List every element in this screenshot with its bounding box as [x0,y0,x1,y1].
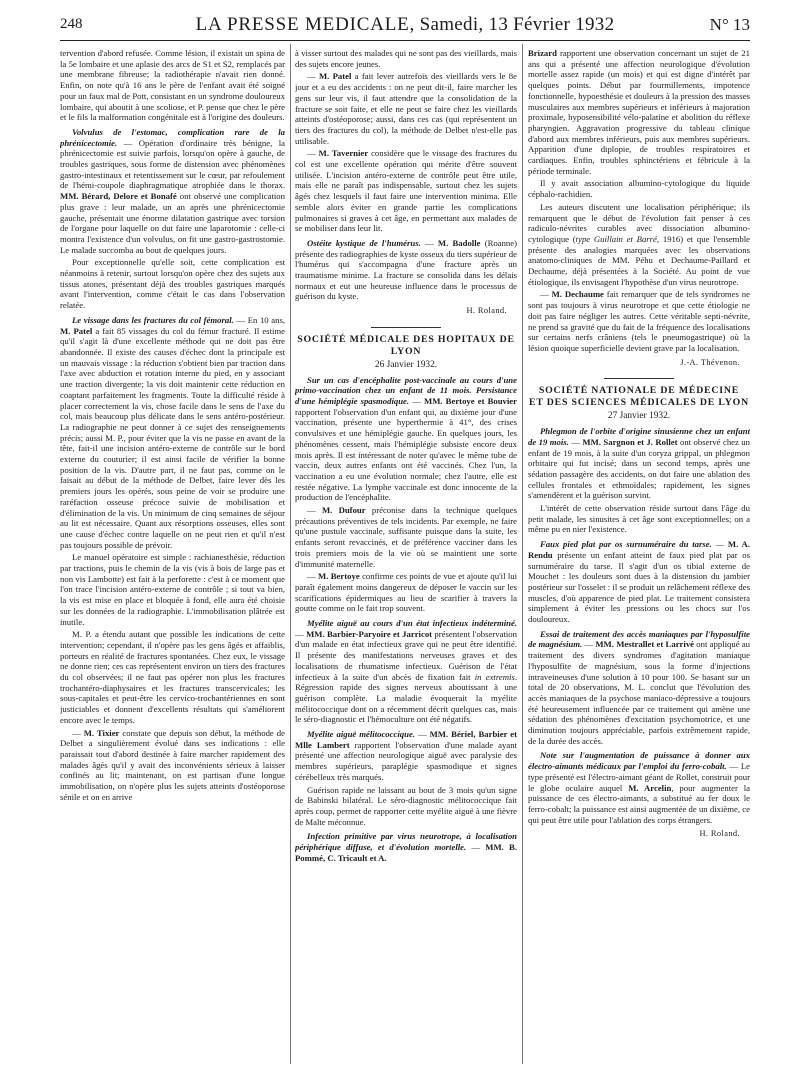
header-rule [60,40,750,41]
author-name: M. Arcelin [628,782,672,793]
society-heading: SOCIÉTÉ MÉDICALE DES HOPITAUX DE LYON [297,333,515,357]
author-name: M. Patel [60,325,93,336]
article-paragraph [528,750,750,825]
article-title: Infection primitive par virus neurotrope, à localisation périphérique diffuse, et d'évolution mortelle. [295,831,517,853]
society-heading-line: ET DES SCIENCES MÉDICALES DE LYON [529,397,749,409]
text-run: — En 10 ans, [233,314,285,325]
signature: H. Roland. [699,829,740,839]
discussion-paragraph [295,571,517,614]
author-name: M. Dechaume [551,289,604,300]
discussion-paragraph [295,148,517,234]
section-rule [371,327,441,328]
author-names: MM. Bériel, Barbier et Mlle Lambert [295,729,517,750]
author-names: MM. Bérard, Delore et Bonafé [60,191,177,202]
signature: J.-A. Thévenon. [680,357,740,367]
section-rule [604,378,674,379]
article-paragraph [60,127,285,255]
issue-date: , Samedi, 13 Février 1932 [409,14,615,35]
article-paragraph [528,629,750,747]
text-run: , pour augmenter la puissance de ces électro-aimants, a substitué au fer doux le ferro-cobalt; la puissance est ainsi augmentée de un dixième, ce qui peut être utile pour l'ablation des corps étrangers. [528,782,750,825]
paragraph [528,48,750,176]
article-paragraph [295,238,517,302]
paragraph: Pour exceptionnelle qu'elle soit, cette complication est néanmoins à retenir, surtout lorsqu'on opère chez des sujets aux tissus atones, présentant déjà des troubles gastriques marqués avant l'intervention, comme c'était le cas dans l'observation relatée. [60,257,285,311]
session-date: 27 Janvier 1932. [607,411,671,422]
article-title: Myélite aiguë mélitococcique. [307,729,415,740]
article-title: Faux pied plat par os surnuméraire du tarse. [540,539,712,550]
paragraph: tervention d'abord refusée. Comme lésion, il existait un spina de la 5e lombaire et une aplasie des arcs de S1 et S2, remplacés par une membrane fibreuse; la radiothérapie n'avait rien donné. Enfin, on note qu'à 16 ans le père de l'enfant avait été soigné pour un faux mal de Pott, consistant en un syndrome douloureux lombaire, qui aboutit à une scoliose, et P. pense que chez le père et le fils la malformation congénitale est à l'origine des douleurs. [60,48,285,123]
journal-name: LA PRESSE MEDICALE [195,14,410,35]
article-title: Sur un cas d'encéphalite post-vaccinale au cours d'une primo-vaccination chez un enfant de 11 mois. Persistance d'une hémiplégie spasmodique. [295,374,517,406]
text-run: confirme ces points de vue et ajoute qu'il lui paraît également moins dangereux de déposer le vaccin sur les scarifications épidermiques au lieu de scarifier à travers la goutte comme on le fait trop souvent. [295,571,517,614]
column-divider [522,44,523,1064]
text-run: — Le type présenté est l'électro-aimant géant de Rollet, construit pour le globe oculaire auquel [528,761,750,793]
discussion-paragraph [528,289,750,353]
article-paragraph [60,315,285,550]
paragraph: à visser surtout des malades qui ne sont pas des vieillards, mais des sujets encore jeunes. [295,48,517,69]
article-paragraph [295,618,517,725]
latin-term: in extremis [474,671,515,682]
author-names: MM. B. Pommé, C. Tricault et A. [295,842,517,863]
text-run: rapportent l'observation d'une malade ayant présenté une affection neurologique aiguë avec paralysie des membres supérieurs, paraplégie spasmodique et signes cérébelleux très marqués. [295,739,517,782]
text-run: rapportent une observation concernant un sujet de 21 ans qui a présenté une affection neurologique d'évolution mortelle assez rapide (un mois) et qui est digne d'intérêt par quelques points. Début par fourmillements, impotence fonctionnelle, hypoesthésie et douleurs à la pression des masses musculaires aux membres supérieurs et inférieurs à majoration proximale, hyposensibilité vélo-palatine et abolition du réflexe pharyngien. Aggravation progressive du tableau clinique d'abord aux membres inférieurs, puis aux membres supérieurs. Apparition d'une diplopie, de troubles respiratoires et cardiaques. Enfin, troubles sphinctériens et fébricule à la période terminale. [528,48,750,176]
text-run: présente un enfant atteint de faux pied plat par os surnuméraire du tarse. Il s'agit d'un os tibial externe de Mouchet : les douleurs sont dues à la distension du jambier postérieur sur l'osselet : il se produit un relâchement réflexe des muscles, d'où apparence de pied plat. Le traitement consistera simplement à éviter les pressions ou les chocs sur l'os douloureux. [528,549,750,625]
society-heading [528,385,750,409]
signature: H. Roland. [466,306,507,316]
running-title [60,14,750,36]
page-header [60,14,750,40]
article-paragraph [528,539,750,625]
text-run: — [540,289,552,300]
text-run: — [568,436,583,447]
session-date: 26 Janvier 1932. [374,359,438,370]
text-run: préconise dans la technique quelques précautions préventives de tels incidents. Par exemple, ne faire qu'une pustule vaccinale, suffisante puisque dans la suite, les enfants seront revaccinés, et de préférence vacciner dans les trois premiers mois de la vie où se maintient une sorte d'immunité maternelle. [295,505,517,569]
article-title: Essai de traitement des accès maniaques par l'hyposulfite de magnésium. [528,628,750,650]
author-name: M. Dufour [321,505,366,516]
text-run: — [409,395,424,406]
column-left [60,48,285,1072]
text-run: ont appliqué au traitement des divers syndromes d'agitation maniaque l'hyposulfite de magnésium, sous la forme d'injections intraveineuses d'une solution à 10 pour 100. Se basant sur un total de 20 observations, M. L. conclut que l'évolution des accès maniaques de la psychose maniaco-dépressive a toujours été heureusement influencée par ce traitement qui amène une sédation des phénomènes d'excitation psychomotrice, et une diminution toujours appréciable, parfois extrêmement rapide, de la durée des accès. [528,639,750,746]
article-paragraph [295,729,517,783]
text-run: — [307,571,319,582]
discussion-paragraph [60,728,285,803]
article-title: Phlegmon de l'orbite d'origine sinusienne chez un enfant de 19 mois. [528,426,750,447]
article-paragraph [528,426,750,501]
text-run: considère que le vissage des fractures du col est une excellente opération qui mérite d'être souvent utilisée. L'incision antéro-externe de contrôle peut être utile, mais elle ne paraît pas indispensable, surtout chez les sujets âgés chez lesquels il faut faire une intervention minima. Elle semble alors éviter en grande partie les complications pulmonaires si graves à cet âge, en permettant aux malades de se mobiliser dans leur lit. [295,148,517,234]
text-run: — [295,628,307,639]
paragraph: Il y avait association albumino-cytologique du liquide céphalo-rachidien. [528,178,750,200]
article-title: Note sur l'augmentation de puissance à donner aux électro-aimants médicaux par l'emploi du ferro-cobalt. [528,750,750,772]
text-run: ont observé chez un enfant de 19 mois, à la suite d'un coryza grippal, un phlegmon orbitaire qui fut incisé; dans un second temps, après une sédation passagère des accidents, on dut faire une ablation des cellules frontales et ethmoïdales; rapidement, les signes s'amendèrent et la guérison survint. [528,436,750,501]
article-title: Myélite aiguë au cours d'un état infectieux indéterminé. [307,618,517,629]
author-name: Brizard [528,48,557,58]
text-run: (Roanne) présente des radiographies de kyste osseux du tiers supérieur de l'humérus qui s'accompagna d'une fracture après un traumatisme minime. La fracture se consolida dans les délais normaux et eut une heureuse influence dans le processus de guérison du kyste. [295,237,517,302]
text-run: présentent l'observation d'un malade en état infectieux grave qui ne peut être identifié. Il présente des manifestations nerveuses graves et des localisations de rhumatisme infectieux. Guérison de l'état infectieux à la suite d'un abcès de fixation fait [295,628,517,682]
text-run: ont observé une complication plus grave : leur malade, un an après une phrénicectomie gauche, présentait une énorme dilatation gastrique avec torsion de l'organe pour laquelle on dut faire une laparotomie : celle-ci montra l'existence d'un volvulus, on fit une gastro-gastrostomie. Le malade succomba au bout de quelques jours. [60,191,285,255]
author-name: M. Tixier [83,727,120,738]
article-title: Ostéite kystique de l'humérus. [307,237,421,248]
discussion-paragraph [295,505,517,569]
paragraph [528,202,750,288]
column-middle [295,48,517,1072]
text-run: — [414,729,430,740]
page-number: 248 [60,16,83,32]
text-run: rapportent l'observation d'un enfant qui, au dixième jour d'une vaccination, présente une hyperthermie à 41°, des crises convulsives et une hémiplégie gauche. En quelques jours, les phénomènes cessent, mais l'hémiplégie subsiste encore deux mois après. Il est intéressant de noter qu'avec le même tube de vaccin, deux autres enfants ont été vaccinés. Chez l'un, la vaccination a eu une évolution normale; chez l'autre, elle est restée négative. La lymphe vaccinale est donc innocente de la production de l'encéphalite. [295,406,517,503]
text-run: — [307,71,319,82]
article-title: Le vissage dans les fractures du col fémoral. [72,314,234,325]
text-run: — [582,639,596,650]
article-title: Volvulus de l'estomac, complication rare de la phrénicectomie. [60,126,285,148]
author-name: M. Patel [318,71,352,82]
author-names: MM. Sargnon et J. Rollet [582,436,678,447]
author-names: MM. Mestrallet et Larrivé [595,639,695,650]
text-run: a fait lever autrefois des vieillards vers le 8e jour et a eu des accidents : on ne peut dit-il, faire marcher les gens sur leur vis, il faut attendre que la consolidation de la fracture se soit faite, et elle ne peut se faire chez les vieillards atteints d'ostéoporose; aussi, dans ces cas (qui représentent un tiers des fractures du col), la méthode de Delbet n'est-elle pas utilisable. [295,71,517,146]
italic-term: type Guillain et Barré [575,233,657,244]
column-divider [290,44,291,1064]
text-run: — [420,237,438,248]
column-right [528,48,750,1072]
discussion-paragraph [295,71,517,146]
author-name: M. A. Rendu [528,539,750,560]
text-run: — [307,505,322,516]
text-run: Les auteurs discutent une localisation périphérique; ils remarquent que le début de l'évolution fait penser à ces radiculo-névrites curables avec dissociation albumino-cytologique ( [528,201,750,244]
society-heading-line: SOCIÉTÉ NATIONALE DE MÉDECINE [538,385,740,397]
article-paragraph [295,831,517,863]
author-name: M. Badolle [437,237,481,248]
text-run: — [466,842,486,853]
text-run: — [711,539,728,550]
paragraph: Guérison rapide ne laissant au bout de 3 mois qu'un signe de Babinski bilatéral. Le séro-diagnostic mélitococcique fait après coup, permet de rapporter cette myélite aiguë à une fièvre de Malte méconnue. [295,784,517,827]
text-run: — [307,148,319,159]
author-name: M. Bertoye [318,571,360,582]
issue-number: N° 13 [709,15,750,34]
author-name: M. Tavernier [318,148,369,159]
article-paragraph [295,375,517,503]
author-names: MM. Barbier-Paryoire et Jarricot [306,628,433,639]
text-run: constate que depuis son début, la méthode de Delbet a singulièrement évolué dans ses indications : elle paraissait tout d'abord destinée à faire marcher rapidement des malades âgés qu'il y avait des inconvénients sérieux à laisser confinés au lit; maintenant, on est partisan d'une longue immobilisation, on n'opère plus les sujets atteints d'ostéoporose sénile et on en arrive [60,727,285,802]
text-run: — Opération d'ordinaire très bénigne, la phrénicectomie est suivie parfois, lorsqu'on opère à gauche, de troubles gastriques, sous forme de distension avec phénomènes gastro-intestinaux et retentissement sur le cœur, par refoulement de l'hémi-coupole diaphragmatique atrophiée dans le thorax. [60,137,285,191]
author-names: MM. Bertoye et Bouvier [424,395,517,406]
text-run: fait remarquer que de tels syndromes ne sont pas toujours à virus neurotrope et que cette étiologie ne doit pas faire négliger les autres. Cette véritable septi-névrite, ne prend sa gravité que du fait de la fréquence des localisations sur certains nerfs crâniens (tels le pneumogastrique) où la lésion quoique superficielle devient grave par la localisation. [528,289,750,353]
paragraph: L'intérêt de cette observation réside surtout dans l'âge du petit malade, les sinusites à cet âge sont exceptionnelles; on a même pu en nier l'existence. [528,503,750,535]
text-run: . Régression rapide des signes nerveux aboutissant à une guérison complète. La maladie évoquerait la myélite mélitococcique dont on a récemment décrit quelques cas, mais le séro-diagnostic et l'hémoculture ont été négatifs. [295,671,517,725]
text-run: — [72,727,84,738]
text-run: a fait 85 vissages du col du fémur fracturé. Il estime qu'il s'agit là d'une excellente méthode qui ne doit pas être abandonnée. Il existe des causes d'échec dont la principale est un mauvais vissage : la réduction s'obtient bien par traction dans l'axe avec abduction et rotation interne du pied, en y associant une traction divergente; la vis doit maintenir cette réduction en coaptant parfaitement les fragments. Toute la difficulté réside à placer correctement la vis, chose facile dans le sens de l'axe du col, mais beaucoup plus délicate dans le sens antéro-postérieur. La radiographie ne peut donner à ce sujet des renseignements précis; aussi M. P., pour éviter que la vis ne passe en avant de la tête, fait-il une incision antéro-externe de contrôle sur le bord externe du couturier; il est ainsi facile de vérifier la bonne position de la vis. D'autre part, il ne faut pas, comme on le faisait au début de la méthode de Delbet, faire lever dès les premiers jours les opérés, sous peine de voir se produire une raréfaction osseuse précoce suivie de mobilisation et d'élimination de la vis. Un minimum de cinq semaines de séjour au lit est nécessaire. Quant aux résorptions osseuses, elles sont une cause d'échec contre laquelle on ne peut rien et qu'il n'est pas toujours possible de prévoir. [60,325,285,550]
text-run: , 1916) et que l'ensemble présente des analogies marquées avec les observations anatomo-cliniques de MM. Péhu et Dechaume-Paillard et Dechaume, déjà présentées à la Société. Au point de vue étiologique, ils envisagent l'hypothèse d'un virus neurotrope. [528,233,750,287]
paragraph: Le manuel opératoire est simple : rachianesthésie, réduction par tractions, puis le chemin de la vis (vis à bois de large pas et non vis Lambotte) est fait à la perforette : c'est à ce moment que l'on trace l'incision antéro-externe de contrôle ; si tout va bien, la vis est mise en place et bloquée à fond, elle aura été choisie sur les données de la radiographie. L'immobilisation plâtrée est inutile. [60,552,285,627]
paragraph: M. P. a étendu autant que possible les indications de cette intervention; cependant, il n'opère pas les gens âgés et affaiblis, porteurs en réalité de fractures spontanées. Chez eux, le vissage ne donne rien; ces cas représentent environ un tiers des fractures du col observées; il ne faut pas opérer non plus les fractures trochantéro-diaphysaires et les fractures transcervicales; les sous-capitales et peut-être les cervico-trochantériennes en sont justiciables et donnent d'excellents résultats qui s'améliorent encore avec le temps. [60,629,285,725]
